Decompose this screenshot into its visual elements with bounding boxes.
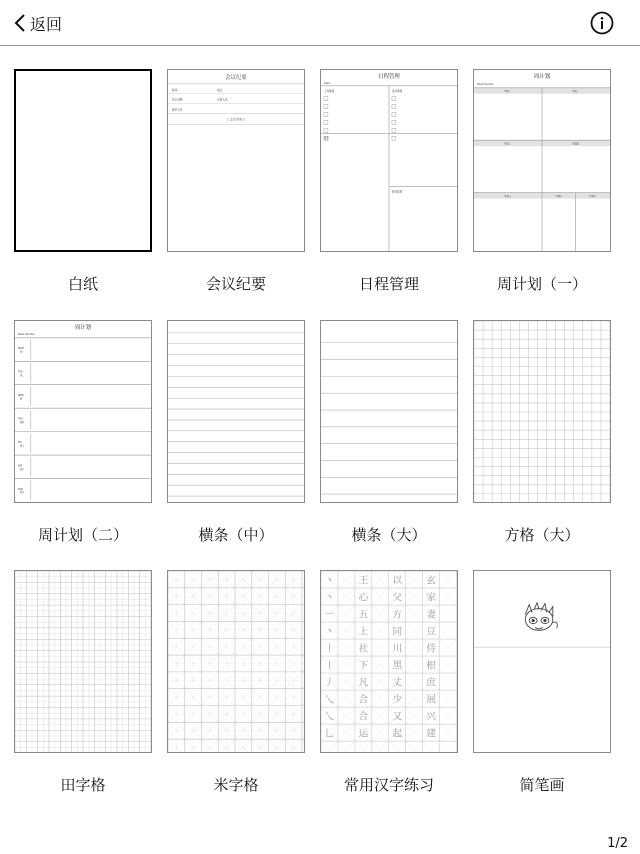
svg-text:TUE: TUE (17, 370, 23, 374)
svg-text:心: 心 (358, 592, 369, 604)
svg-text:参会人员：: 参会人员： (171, 108, 185, 112)
svg-text:黑: 黑 (392, 660, 403, 672)
svg-text:周三: 周三 (19, 397, 25, 401)
template-label: 日程管理 (358, 275, 419, 293)
template-label: 横条（大） (351, 526, 427, 544)
template-label: 周计划（一） (496, 275, 587, 293)
template-tile-tian[interactable] (14, 570, 152, 800)
svg-text:[ 会议内容 ]: [ 会议内容 ] (227, 117, 245, 122)
svg-text:记录人员：: 记录人员： (217, 98, 230, 102)
template-tile-lines-large[interactable] (320, 320, 458, 550)
svg-text:王: 王 (358, 575, 369, 587)
template-thumbnail[interactable] (473, 320, 611, 503)
template-tile-hanzi[interactable] (320, 570, 458, 800)
template-thumbnail[interactable] (473, 69, 611, 252)
svg-text:运: 运 (358, 728, 369, 740)
template-tile-weekly1[interactable] (473, 69, 611, 299)
template-preview (321, 70, 457, 251)
svg-text:丨: 丨 (324, 643, 335, 655)
template-tile-blank[interactable] (14, 69, 152, 299)
svg-text:乀: 乀 (324, 694, 335, 706)
svg-text:丶: 丶 (324, 626, 335, 638)
back-label: 返回 (30, 14, 63, 34)
template-preview (321, 321, 457, 502)
svg-text:五: 五 (358, 609, 369, 621)
svg-text:周二: 周二 (19, 373, 25, 377)
svg-text:父: 父 (392, 592, 403, 604)
template-thumbnail[interactable] (14, 320, 152, 503)
svg-text:豆: 豆 (426, 626, 437, 638)
svg-text:建: 建 (426, 728, 437, 740)
svg-text:会议主题：: 会议主题： (171, 98, 185, 102)
svg-text:待办事项: 待办事项 (391, 89, 403, 93)
svg-text:备忘: 备忘 (323, 137, 330, 141)
template-thumbnail[interactable] (14, 570, 152, 753)
template-label: 横条（中） (198, 526, 274, 544)
svg-text:FRI: FRI (17, 440, 22, 444)
svg-text:乀: 乀 (324, 711, 335, 723)
svg-text:家: 家 (426, 592, 437, 604)
svg-text:Week Number: Week Number (17, 332, 35, 336)
svg-text:社: 社 (358, 643, 369, 655)
page-indicator: 1/2 (607, 836, 628, 851)
template-thumbnail[interactable] (320, 69, 458, 252)
svg-text:周一: 周一 (19, 350, 25, 354)
svg-text:时间安排: 时间安排 (391, 190, 403, 194)
svg-text:星期日: 星期日 (588, 195, 596, 199)
svg-text:SAT: SAT (17, 464, 23, 468)
svg-text:星期二: 星期二 (571, 90, 580, 94)
template-thumbnail[interactable] (320, 320, 458, 503)
svg-text:星期一: 星期一 (503, 90, 512, 94)
svg-text:丶: 丶 (324, 575, 335, 587)
template-label: 会议纪要 (205, 275, 266, 293)
svg-text:周计划: 周计划 (74, 324, 92, 331)
svg-text:日程管理: 日程管理 (378, 73, 400, 80)
svg-text:庶: 庶 (426, 677, 437, 689)
svg-text:川: 川 (392, 643, 403, 655)
svg-text:一: 一 (324, 609, 335, 621)
svg-text:丨: 丨 (324, 660, 335, 672)
svg-text:以: 以 (392, 575, 403, 587)
template-preview (15, 571, 151, 752)
svg-text:又: 又 (392, 711, 403, 723)
template-tile-weekly2[interactable] (14, 320, 152, 550)
svg-text:时间：: 时间： (171, 88, 180, 92)
template-thumbnail[interactable] (14, 69, 152, 252)
svg-text:乚: 乚 (324, 728, 335, 740)
template-preview (168, 70, 304, 251)
svg-text:Week Number: Week Number (476, 82, 494, 86)
svg-text:SUN: SUN (17, 487, 23, 491)
svg-text:丶: 丶 (324, 592, 335, 604)
template-preview (321, 571, 457, 752)
svg-text:会议纪要: 会议纪要 (225, 74, 247, 81)
svg-text:星期四: 星期四 (571, 142, 580, 146)
template-preview (16, 71, 150, 250)
svg-text:周四: 周四 (19, 420, 25, 424)
svg-text:工作事项: 工作事项 (323, 89, 335, 93)
template-preview (168, 321, 304, 502)
svg-text:周计划: 周计划 (533, 73, 551, 80)
template-preview (15, 321, 151, 502)
template-label: 方格（大） (504, 526, 580, 544)
svg-text:丿: 丿 (324, 677, 335, 689)
template-label: 白纸 (67, 275, 98, 293)
svg-text:Date: Date (323, 81, 331, 85)
svg-text:WED: WED (17, 393, 24, 397)
svg-text:玄: 玄 (426, 575, 437, 587)
template-tile-minutes[interactable] (167, 69, 305, 299)
svg-text:周六: 周六 (19, 467, 25, 471)
template-label: 田字格 (60, 776, 106, 794)
template-preview (474, 70, 610, 251)
svg-text:少: 少 (392, 694, 403, 706)
template-tile-squares-large[interactable] (473, 320, 611, 550)
template-tile-mi[interactable] (167, 570, 305, 800)
svg-text:周五: 周五 (19, 444, 25, 448)
svg-text:起: 起 (392, 728, 403, 740)
svg-text:方: 方 (392, 609, 403, 621)
template-thumbnail[interactable] (473, 570, 611, 753)
template-label: 周计划（二） (37, 526, 128, 544)
template-thumbnail[interactable] (167, 570, 305, 753)
svg-text:星期六: 星期六 (555, 195, 563, 199)
svg-text:上: 上 (358, 626, 369, 638)
svg-text:星期五: 星期五 (503, 195, 512, 199)
template-label: 简笔画 (519, 776, 565, 794)
template-thumbnail[interactable] (167, 69, 305, 252)
template-preview (474, 571, 610, 752)
svg-text:周日: 周日 (19, 491, 25, 495)
template-thumbnail[interactable] (167, 320, 305, 503)
svg-text:下: 下 (358, 660, 369, 672)
template-tile-schedule[interactable] (320, 69, 458, 299)
svg-text:THU: THU (17, 417, 23, 421)
svg-text:同: 同 (392, 626, 403, 638)
svg-text:兴: 兴 (426, 711, 437, 723)
svg-text:根: 根 (426, 660, 437, 672)
svg-text:侍: 侍 (426, 643, 437, 655)
svg-text:地点：: 地点： (217, 88, 225, 92)
svg-text:凡: 凡 (358, 677, 369, 689)
svg-text:MON: MON (17, 347, 24, 351)
template-preview (474, 321, 610, 502)
svg-text:星期三: 星期三 (503, 142, 512, 146)
template-tile-lines-mid[interactable] (167, 320, 305, 550)
template-thumbnail[interactable] (320, 570, 458, 753)
svg-text:展: 展 (426, 694, 437, 706)
template-preview (168, 571, 304, 752)
template-label: 米字格 (213, 776, 259, 794)
svg-text:合: 合 (358, 694, 369, 706)
template-label: 常用汉字练习 (343, 776, 434, 794)
template-tile-sketch[interactable] (473, 570, 611, 800)
svg-text:妻: 妻 (426, 609, 437, 621)
svg-text:丈: 丈 (392, 677, 403, 689)
svg-text:合: 合 (358, 711, 369, 723)
